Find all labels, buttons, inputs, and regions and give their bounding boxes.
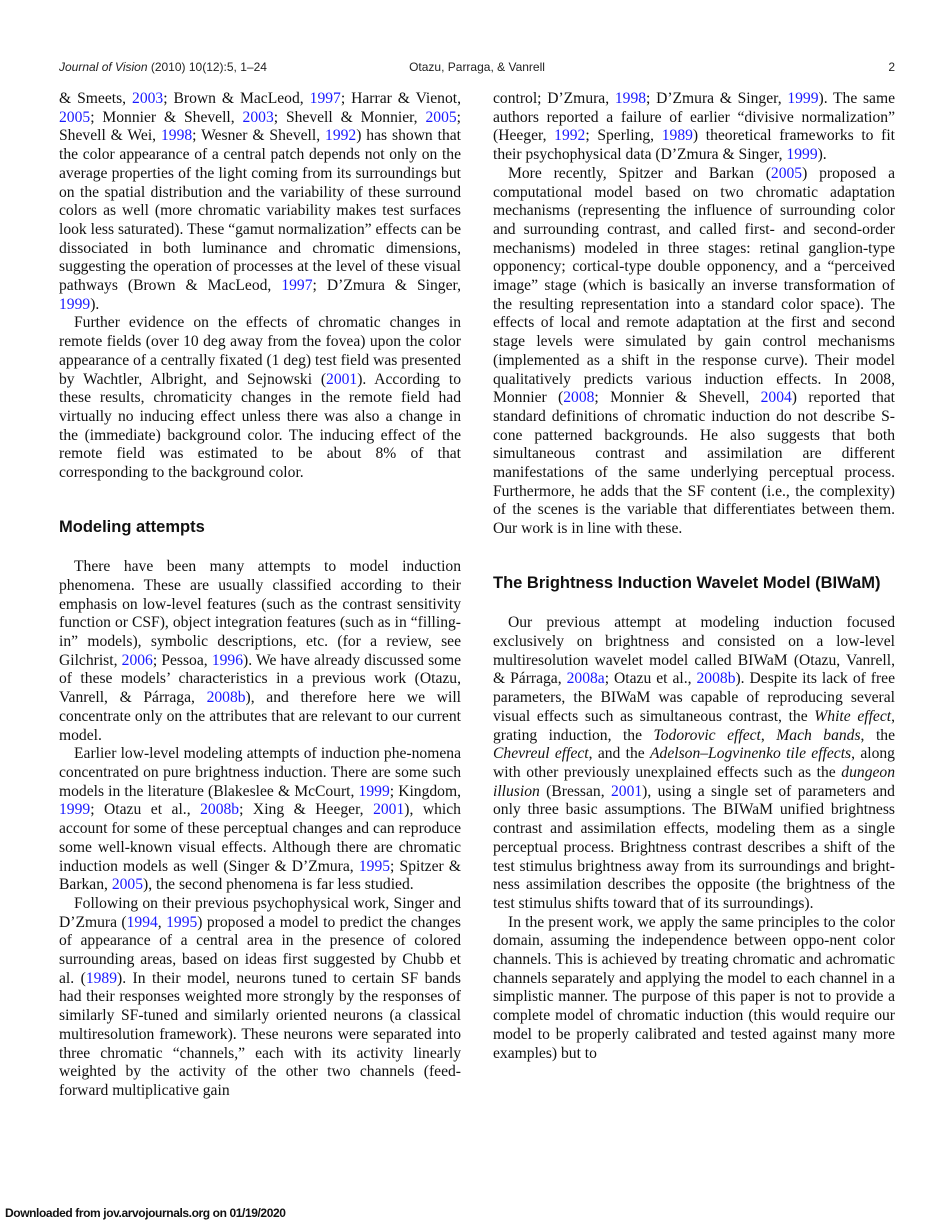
text-run: ), the second phenomena is far less studied. [143, 876, 414, 894]
page-number: 2 [888, 60, 895, 74]
citation-link[interactable]: 2008b [206, 689, 246, 707]
text-run: ) has shown that the color appearance of a central patch depends not only on the average properties of the light coming from its surroundings but on the spatial distribution and the variability of these surround colors as well (more chromatic variability makes test surfaces look less saturated). These “gamut normalization” effects can be dissociated in both luminance and chromatic dimensions, suggesting the operation of processes at the level of these visual pathways (Brown & MacLeod, [59, 127, 462, 295]
citation-link[interactable]: 2008a [566, 670, 605, 688]
text-run: , [760, 726, 777, 744]
paragraph [59, 745, 461, 895]
text-run: ), and therefore here we will concentrate only on the attributes that are relevant to our current model. [59, 689, 461, 744]
citation-link[interactable]: 2005 [770, 164, 803, 182]
citation-link[interactable]: 1999 [59, 295, 91, 313]
text-run: ; Xing & Heeger, [239, 801, 374, 819]
text-run: In the present work, we apply the same principles to the color domain, assuming the independence between oppo-nent color channels. This is achieved by treating chromatic and achromatic channels separately and applying the model to each channel in a simplistic manner. The purpose of this paper is not to provide a complete model of chromatic induction (this would require our model to be properly calibrated and tested against many more examples) but to [493, 913, 895, 1062]
text-run: ; Otazu et al., [604, 670, 697, 688]
text-run: ; Shevell & Monnier, [273, 108, 426, 126]
paragraph [59, 314, 461, 482]
citation-link[interactable]: 2003 [132, 90, 164, 107]
citation-link[interactable]: 1995 [166, 913, 198, 931]
citation-link[interactable]: 2006 [121, 651, 153, 669]
text-run: ; Shevell & Wei, [59, 108, 461, 145]
citation-link[interactable]: 1995 [358, 857, 391, 875]
citation-link[interactable]: 1997 [309, 90, 341, 107]
citation-link[interactable]: 1997 [281, 277, 313, 295]
download-footer: Downloaded from jov.arvojournals.org on 01/19/2020 [5, 1206, 286, 1220]
text-run: Further evidence on the effects of chromatic changes in remote fields (over 10 deg away from the fovea) upon the color appearance of a centrally fixated (1 deg) test field was presented by Wachtler, Albright, and Sejnowski ( [59, 314, 461, 388]
citation-link[interactable]: 1999 [358, 782, 390, 800]
text-run: ) proposed a computational model based on two chromatic adaptation mechanisms (representing the influence of surrounding color and surrounding contrast, and called first- and second-order mechanisms) modeled in three stages: retinal ganglion-type opponency; cortical-type double opponency, and a “perceived image” stage (which is basically an inverse transformation of the resulting representation into a standard color space). The effects of local and remote adaptation at the first and second stage levels were simulated by gain control mechanisms (implemented as a shift in the response curve). Their model qualitatively predicts various induction effects. In 2008, Monnier ( [493, 164, 895, 407]
text-run: , grating induction, the [493, 707, 895, 744]
italic-term: Chevreul effect [493, 745, 589, 763]
paragraph [493, 165, 895, 539]
italic-term: Todorovic effect [653, 726, 761, 744]
citation-link[interactable]: 1989 [85, 969, 117, 987]
text-run: , and the [588, 745, 650, 763]
text-run: ). [90, 295, 100, 313]
section-heading: The Brightness Induction Wavelet Model (BIWaM) [493, 573, 881, 592]
text-run: More recently, Spitzer and Barkan ( [508, 164, 771, 182]
text-run: ; Monnier & Shevell, [594, 389, 761, 407]
citation-link[interactable]: 2001 [610, 782, 643, 800]
citation-link[interactable]: 1998 [160, 127, 193, 145]
text-run: ). The same authors reported a failure of earlier “divisive normalization” (Heeger, [493, 90, 896, 145]
text-run: , the [860, 726, 895, 744]
section-heading: Modeling attempts [59, 517, 205, 536]
text-run: ; Wesner & Shevell, [192, 127, 326, 145]
paragraph [59, 558, 461, 745]
paragraph [59, 895, 461, 1101]
text-run: ). We have already discussed some of these models’ characteristics in a previous work (Otazu, Vanrell, & Párraga, [59, 651, 462, 707]
citation-link[interactable]: 2005 [59, 108, 91, 126]
text-run: Earlier low-level modeling attempts of induction phe-nomena concentrated on pure brightness induction. There are some such models in the literature (Blakeslee & McCourt, [59, 745, 461, 800]
text-run: ; Harrar & Vienot, [340, 90, 461, 107]
text-run: ), using a single set of parameters and only three basic assumptions. The BIWaM unified brightness contrast and assimilation effects, modeling them as a single perceptual process. Brightness contrast describes a shift of the test stimulus brightness away from its surroundings and bright-ness assimilation describes the opposite (the brightness of the test stimulus shifts toward that of its surroundings). [493, 782, 895, 912]
citation-link[interactable]: 2003 [242, 108, 274, 126]
journal-name: Journal of Vision [59, 60, 148, 74]
text-run: ; Kingdom, [389, 782, 462, 800]
text-run: ) proposed a model to predict the changes of appearance of a central area in the presence of colored surrounding areas, based on ideas first suggested by Chubb et al. ( [59, 913, 461, 987]
running-header [59, 60, 895, 76]
citation-link[interactable]: 1998 [614, 90, 647, 107]
text-run: Our previous attempt at modeling induction focused exclusively on brightness and consisted on a low-level multiresolution wavelet model called BIWaM (Otazu, Vanrell, & Párraga, [493, 614, 895, 688]
citation-link[interactable]: 2008 [563, 389, 595, 407]
citation-link[interactable]: 1999 [786, 146, 818, 164]
right-column [493, 90, 895, 1063]
text-run: There have been many attempts to model induction phenomena. These are usually classified according to their emphasis on low-level features (such as the contrast sensitivity function or CSF), object integration features (such as in “filling-in” models), symbolic descriptions, etc. (for a review, see Gilchrist, [59, 558, 461, 669]
italic-term: White effect [814, 707, 892, 725]
citation-link[interactable]: 2001 [326, 370, 358, 388]
text-run: ; Monnier & Shevell, [90, 108, 243, 126]
text-run: ; Pessoa, [152, 651, 212, 669]
text-run: & Smeets, [59, 90, 133, 107]
header-authors: Otazu, Parraga, & Vanrell [409, 60, 545, 74]
italic-term: Adelson–Logvinenko tile effects [650, 745, 852, 763]
citation-link[interactable]: 2005 [111, 876, 144, 894]
text-run: , [157, 913, 167, 931]
citation-link[interactable]: 1994 [126, 913, 158, 931]
text-run: ). According to these results, chromaticity changes in the remote field had virtually no inducing effect unless there was also a change in the (immediate) background color. The inducing effect of the remote field was estimated to be about 8% of that corresponding to the background color. [59, 370, 461, 482]
journal-volume: (2010) 10(12):5, 1–24 [147, 60, 267, 74]
paragraph [493, 914, 895, 1064]
paragraph [59, 90, 461, 314]
paragraph [493, 614, 895, 913]
text-run: ; D’Zmura & Singer, [646, 90, 788, 107]
citation-link[interactable]: 2008b [696, 670, 736, 688]
citation-link[interactable]: 2001 [373, 801, 405, 819]
text-run: ). In their model, neurons tuned to certain SF bands had their responses weighted more strongly by the responses of similarly SF-tuned and similarly oriented neurons (a classical multiresolution framework). These neurons were separated into three chromatic “channels,” each with its activity linearly weighted by the activity of the other two channels (feed-forward multiplicative gain [59, 969, 461, 1099]
text-run: ; Brown & MacLeod, [163, 90, 310, 107]
citation-link[interactable]: 1989 [661, 127, 693, 145]
text-run: ) theoretical frameworks to fit their psychophysical data (D’Zmura & Singer, [493, 127, 895, 164]
italic-term: dungeon illusion [493, 764, 895, 800]
left-column [59, 90, 461, 1101]
citation-link[interactable]: 1992 [325, 127, 357, 145]
citation-link[interactable]: 2005 [425, 108, 457, 126]
text-run: (Bressan, [539, 782, 611, 800]
paragraph [493, 90, 895, 165]
text-run: ) reported that standard definitions of chromatic induction do not describe S-cone patterned backgrounds. He also suggests that both simultaneous contrast and assimilation are different manifestations of the same underlying perceptual process. Furthermore, he adds that the SF content (i.e., the complexity) of the scenes is the variable that differentiates between them. Our work is in line with these. [493, 389, 895, 538]
citation-link[interactable]: 1999 [59, 801, 91, 819]
citation-link[interactable]: 2004 [760, 389, 792, 407]
text-run: Following on their previous psychophysical work, Singer and D’Zmura ( [59, 894, 461, 931]
text-run: control; D’Zmura, [493, 90, 615, 107]
citation-link[interactable]: 2008b [200, 801, 240, 819]
text-run: ). Despite its lack of free parameters, the BIWaM was capable of reproducing several visual effects such as simultaneous contrast, the [493, 670, 896, 725]
text-run: ; Spitzer & Barkan, [59, 857, 461, 894]
citation-link[interactable]: 1996 [211, 651, 244, 669]
text-run: ; Otazu et al., [90, 801, 201, 819]
text-run: ; D’Zmura & Singer, [312, 277, 461, 295]
italic-term: Mach bands [776, 726, 861, 744]
citation-link[interactable]: 1999 [787, 90, 819, 107]
text-run: , along with other previously unexplained effects such as the [493, 745, 895, 781]
text-run: ). [817, 146, 827, 164]
citation-link[interactable]: 1992 [554, 127, 586, 145]
text-run: ; Sperling, [585, 127, 662, 145]
text-run: ), which account for some of these perceptual changes and can reproduce some well-known visual effects. Although there are chromatic induction models as well (Singer & D’Zmura, [59, 801, 461, 875]
